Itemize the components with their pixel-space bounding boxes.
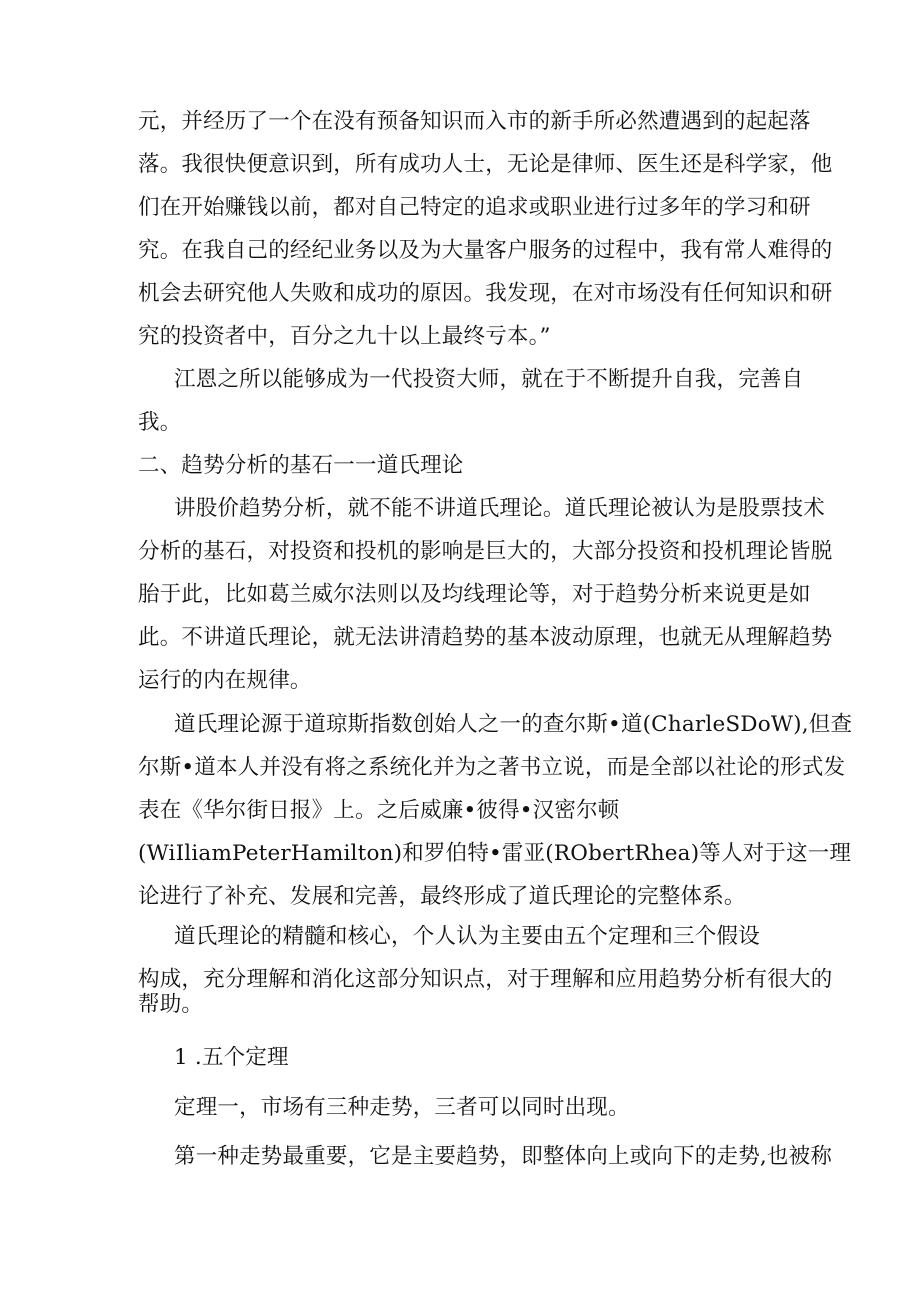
body-text-line: 构成，充分理解和消化这部分知识点，对于理解和应用趋势分析有很大的	[138, 967, 833, 992]
body-text-line: (WiIliamPeterHamilton)和罗伯特•雷亚(RObertRhea)等人对于这一理	[138, 841, 852, 866]
body-text-line: 尔斯•道本人并没有将之系统化并为之著书立说，而是全部以社论的形式发	[138, 755, 846, 780]
body-text-line: 运行的内在规律。	[138, 668, 312, 693]
body-text-line: 表在《华尔街日报》上。之后威廉•彼得•汉密尔顿	[138, 798, 620, 823]
paragraph-first-line: 讲股价趋势分析，就不能不讲道氏理论。道氏理论被认为是股票技术	[174, 496, 826, 521]
paragraph-first-line: 道氏理论源于道琼斯指数创始人之一的查尔斯•道(CharleSDoW),但查	[174, 712, 853, 737]
section-heading: 二、趋势分析的基石一一道氏理论	[138, 453, 464, 478]
paragraph-first-line: 道氏理论的精髓和核心，个人认为主要由五个定理和三个假设	[174, 924, 760, 949]
body-text-line: 元，并经历了一个在没有预备知识而入市的新手所必然遭遇到的起起落	[138, 109, 811, 134]
body-text-line: 此。不讲道氏理论，就无法讲清趋势的基本波动原理，也就无从理解趋势	[138, 625, 833, 650]
paragraph-first-line: 第一种走势最重要，它是主要趋势，即整体向上或向下的走势,也被称	[174, 1144, 833, 1169]
subsection-heading: 1 .五个定理	[174, 1045, 289, 1070]
body-text-line: 帮助。	[138, 992, 204, 1017]
body-text-line: 究。在我自己的经纪业务以及为大量客户服务的过程中，我有常人难得的	[138, 238, 833, 263]
body-text-line: 分析的基石，对投资和投机的影响是巨大的，大部分投资和投机理论皆脱	[138, 539, 833, 564]
body-text-line: 胎于此，比如葛兰威尔法则以及均线理论等，对于趋势分析来说更是如	[138, 582, 811, 607]
paragraph-first-line: 江恩之所以能够成为一代投资大师，就在于不断提升自我，完善自	[174, 367, 804, 392]
body-text-line: 究的投资者中，百分之九十以上最终亏本。”	[138, 324, 551, 349]
body-text-line: 论进行了补充、发展和完善，最终形成了道氏理论的完整体系。	[138, 884, 746, 909]
body-text-line: 们在开始赚钱以前，都对自己特定的追求或职业进行过多年的学习和研	[138, 195, 811, 220]
paragraph-first-line: 定理一，市场有三种走势，三者可以同时出现。	[174, 1095, 630, 1120]
body-text-line: 机会去研究他人失败和成功的原因。我发现，在对市场没有任何知识和研	[138, 281, 833, 306]
body-text-line: 我。	[138, 410, 182, 435]
body-text-line: 落。我很快便意识到，所有成功人士，无论是律师、医生还是科学家，他	[138, 152, 833, 177]
